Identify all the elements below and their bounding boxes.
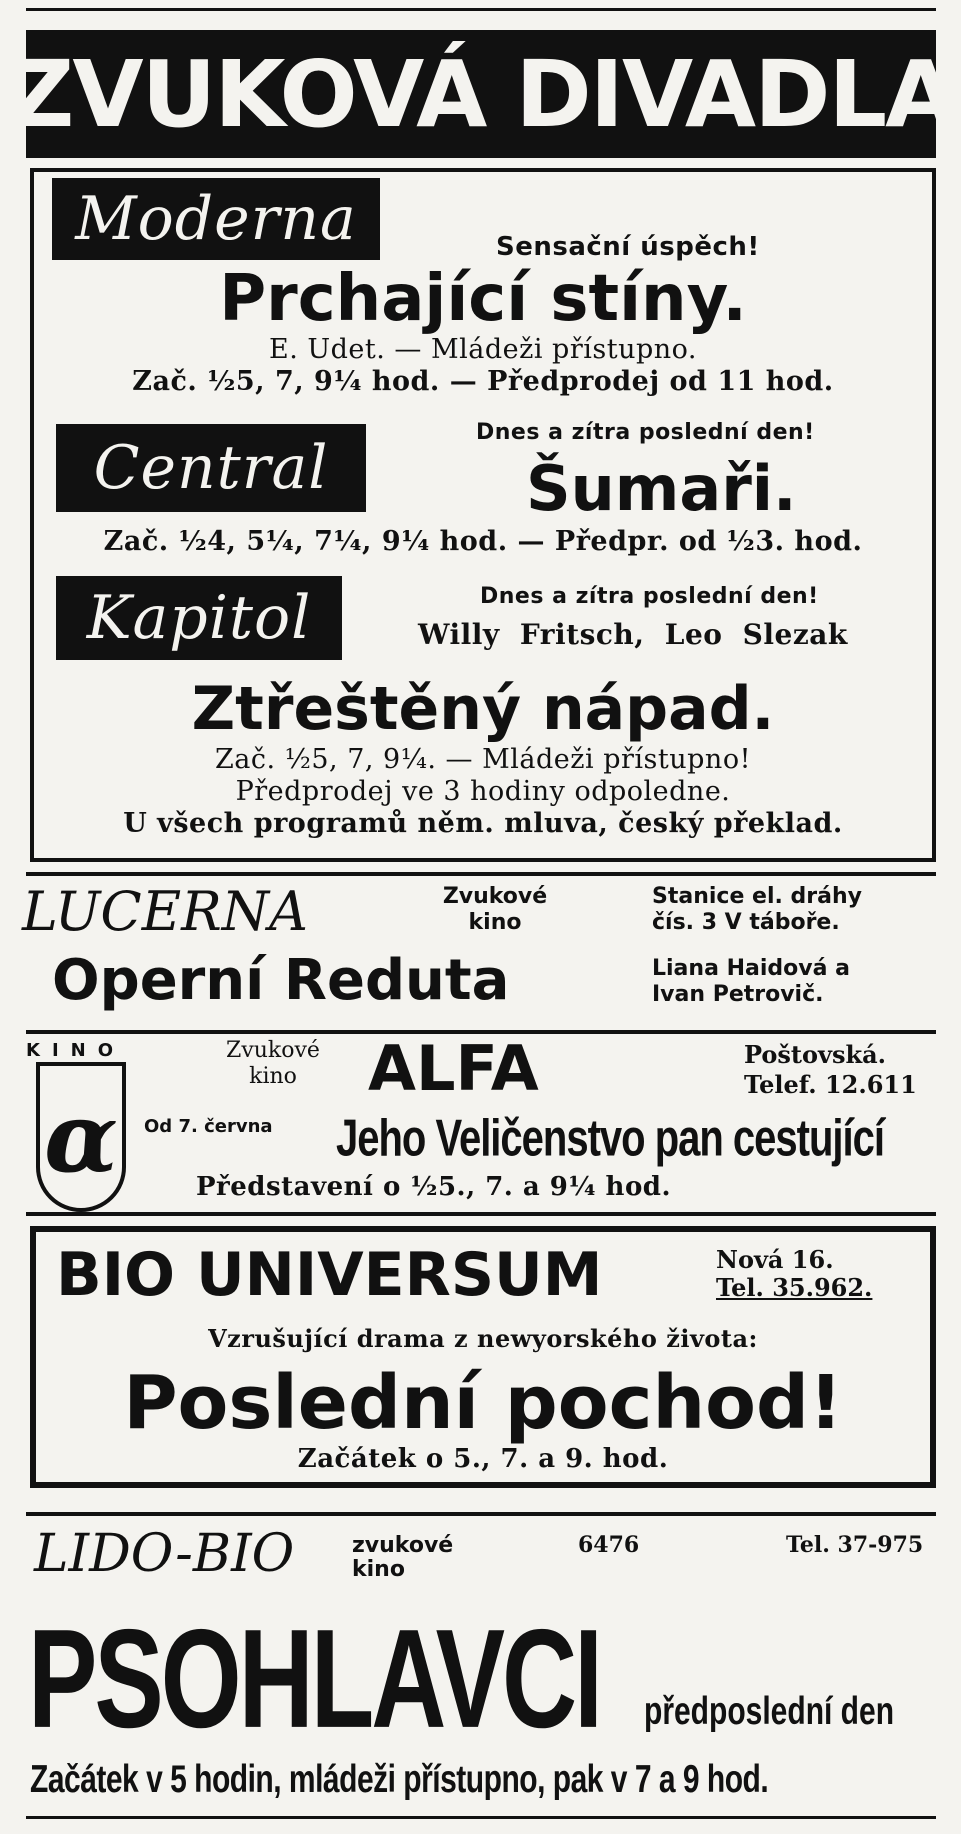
lucerna-title: Operní Reduta (52, 948, 510, 1013)
alfa-kind: Zvukové kino (226, 1038, 320, 1089)
moderna-tagline: Sensační úspěch! (496, 232, 760, 262)
lido-times: Začátek v 5 hodin, mládeži přístupno, pak v 7 a 9 hod. (30, 1758, 769, 1801)
alfa-date: Od 7. června (144, 1116, 273, 1137)
moderna-times: Zač. ½5, 7, 9¼ hod. — Předprodej od 11 hod. (132, 366, 834, 397)
alfa-kino-label: KINO (26, 1040, 126, 1061)
kapitol-title: Ztřeštěný nápad. (191, 674, 775, 744)
lido-name: LIDO-BIO (34, 1524, 295, 1584)
divider (26, 872, 936, 876)
kapitol-times: Zač. ½5, 7, 9¼. — Mládeži přístupno! (215, 744, 751, 775)
top-rule (26, 8, 936, 11)
universum-tagline: Vzrušující drama z newyorského života: (208, 1324, 758, 1353)
bottom-rule (26, 1816, 936, 1819)
central-tagline: Dnes a zítra poslední den! (476, 420, 815, 445)
lucerna-kind: Zvukové kino (442, 884, 548, 935)
kapitol-logo: Kapitol (56, 576, 342, 660)
lucerna-address: Stanice el. dráhy čís. 3 V táboře. (652, 884, 862, 935)
lido-kind: zvukové kino (352, 1533, 454, 1582)
lido-title: PSOHLAVCI (28, 1601, 601, 1758)
universum-contact: Nová 16. Tel. 35.962. (716, 1245, 873, 1302)
alfa-name: ALFA (368, 1032, 539, 1105)
page-title: ZVUKOVÁ DIVADLA (7, 40, 955, 148)
header-banner (7, 30, 955, 158)
central-title: Šumaři. (526, 452, 797, 525)
alfa-contact: Poštovská. Telef. 12.611 (744, 1040, 917, 1099)
kapitol-note: U všech programů něm. mluva, český překlad. (123, 808, 843, 839)
moderna-cast: E. Udet. — Mládeži přístupno. (268, 334, 698, 365)
universum-times: Začátek o 5., 7. a 9. hod. (297, 1444, 669, 1474)
alfa-title: Jeho Veličenstvo pan cestující (336, 1110, 885, 1168)
central-logo: Central (56, 424, 366, 512)
kapitol-cast: Willy Fritsch, Leo Slezak (418, 618, 848, 651)
kapitol-presale: Předprodej ve 3 hodiny odpoledne. (235, 776, 731, 807)
divider (26, 1212, 936, 1216)
kapitol-tagline: Dnes a zítra poslední den! (480, 584, 819, 609)
lido-number: 6476 (578, 1532, 640, 1558)
universum-title: Poslední pochod! (123, 1360, 843, 1446)
lido-phone: Tel. 37-975 (786, 1532, 924, 1558)
lucerna-name: LUCERNA (22, 880, 309, 943)
alfa-times: Představení o ½5., 7. a 9¼ hod. (196, 1172, 672, 1202)
moderna-title: Prchající stíny. (219, 262, 747, 336)
central-times: Zač. ½4, 5¼, 7¼, 9¼ hod. — Předpr. od ½3. hod. (103, 526, 863, 557)
lucerna-cast: Liana Haidová a Ivan Petrovič. (652, 956, 850, 1007)
moderna-logo: Moderna (52, 178, 380, 260)
divider (26, 1512, 936, 1516)
lido-note: předposlední den (644, 1690, 895, 1733)
alfa-alpha-icon: α (36, 1062, 126, 1212)
universum-name: BIO UNIVERSUM (56, 1240, 603, 1310)
